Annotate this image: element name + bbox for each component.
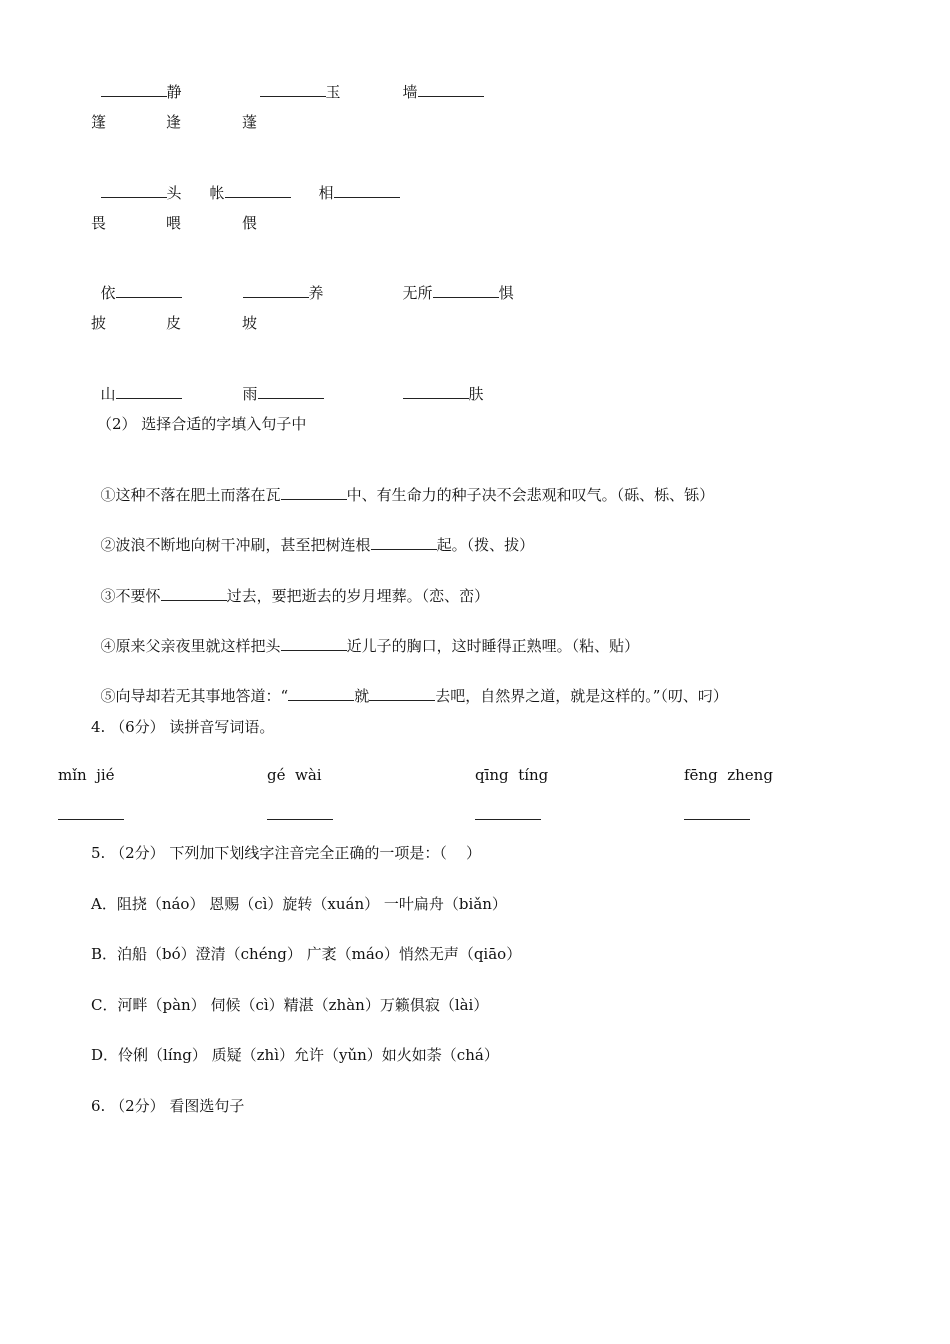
blank[interactable] xyxy=(418,82,484,97)
part2-heading: （2） 选择合适的字填入句子中 xyxy=(97,415,307,433)
question-4-title: 4. （6分） 读拼音写词语。 xyxy=(91,718,275,736)
blank[interactable] xyxy=(116,384,182,399)
blank[interactable] xyxy=(281,636,347,651)
word-row-2-a: 头 xyxy=(91,163,182,203)
word-row-4-a: 山 xyxy=(91,364,182,404)
blank[interactable] xyxy=(371,535,437,550)
question-6-title: 6. （2分） 看图选句子 xyxy=(91,1097,245,1115)
word-row-3-a: 依 xyxy=(91,263,182,303)
question-5-title: 5. （2分） 下列加下划线字注音完全正确的一项是：（ ） xyxy=(91,844,481,862)
pinyin-1: mǐn jié xyxy=(58,766,115,784)
blank[interactable] xyxy=(116,283,182,298)
blank[interactable] xyxy=(161,586,227,601)
answer-line-1[interactable] xyxy=(58,819,124,820)
char-group-2b: 喂 xyxy=(166,214,182,232)
pinyin-4: fēng zheng xyxy=(684,766,773,784)
char-group-3a: 披 xyxy=(91,314,107,332)
word-row-2-b: 帐 xyxy=(200,163,291,203)
blank[interactable] xyxy=(433,283,499,298)
pinyin-2: gé wài xyxy=(267,766,322,784)
blank[interactable] xyxy=(403,384,469,399)
word-row-1-b: 玉 xyxy=(250,62,341,102)
blank[interactable] xyxy=(243,283,309,298)
char-group-2a: 畏 xyxy=(91,214,107,232)
blank[interactable] xyxy=(369,686,435,701)
word-row-1: 静 xyxy=(91,62,182,102)
word-row-3-c: 无所 惧 xyxy=(402,284,514,302)
sentence-1: ①这种不落在肥土而落在瓦 中、有生命力的种子决不会悲观和叹气。（砾、栎、铄） xyxy=(100,486,715,504)
sentence-4: ④原来父亲夜里就这样把头 近儿子的胸口，这时睡得正熟哩。（粘、贴） xyxy=(100,637,640,655)
word-row-4-c: 肤 xyxy=(393,364,484,404)
blank[interactable] xyxy=(258,384,324,399)
word-row-1-c: 墙 xyxy=(393,62,484,102)
char-group-1c: 蓬 xyxy=(242,113,258,131)
option-c[interactable]: C．河畔（pàn） 伺候（cì）精湛（zhàn）万籁俱寂（lài） xyxy=(91,996,489,1014)
answer-line-2[interactable] xyxy=(267,819,333,820)
option-d[interactable]: D．伶俐（líng） 质疑（zhì）允许（yǔn）如火如荼（chá） xyxy=(91,1046,499,1064)
sentence-2: ②波浪不断地向树干冲刷，甚至把树连根 起。（拨、拔） xyxy=(100,536,535,554)
blank[interactable] xyxy=(334,183,400,198)
blank[interactable] xyxy=(288,686,354,701)
word-row-3-b: 养 xyxy=(233,263,324,303)
option-a[interactable]: A．阻挠（náo） 恩赐（cì）旋转（xuán） 一叶扁舟（biǎn） xyxy=(91,895,507,913)
pinyin-3: qīng tíng xyxy=(475,766,549,784)
sentence-3: ③不要怀 过去，要把逝去的岁月埋葬。（恋、峦） xyxy=(100,587,490,605)
char-group-3c: 坡 xyxy=(242,314,258,332)
blank[interactable] xyxy=(281,485,347,500)
char-group-1b: 逢 xyxy=(166,113,182,131)
char-group-1a: 篷 xyxy=(91,113,107,131)
blank[interactable] xyxy=(101,82,167,97)
answer-line-4[interactable] xyxy=(684,819,750,820)
blank[interactable] xyxy=(101,183,167,198)
word-row-2-c: 相 xyxy=(309,163,400,203)
sentence-5: ⑤向导却若无其事地答道：“ 就 去吧，自然界之道，就是这样的。”（叨、叼） xyxy=(100,687,728,705)
word-row-4-b: 雨 xyxy=(233,364,324,404)
char-group-2c: 偎 xyxy=(242,214,258,232)
answer-line-3[interactable] xyxy=(475,819,541,820)
char-group-3b: 皮 xyxy=(166,314,182,332)
blank[interactable] xyxy=(225,183,291,198)
option-b[interactable]: B．泊船（bó）澄清（chéng） 广袤（máo）悄然无声（qiāo） xyxy=(91,945,522,963)
blank[interactable] xyxy=(260,82,326,97)
